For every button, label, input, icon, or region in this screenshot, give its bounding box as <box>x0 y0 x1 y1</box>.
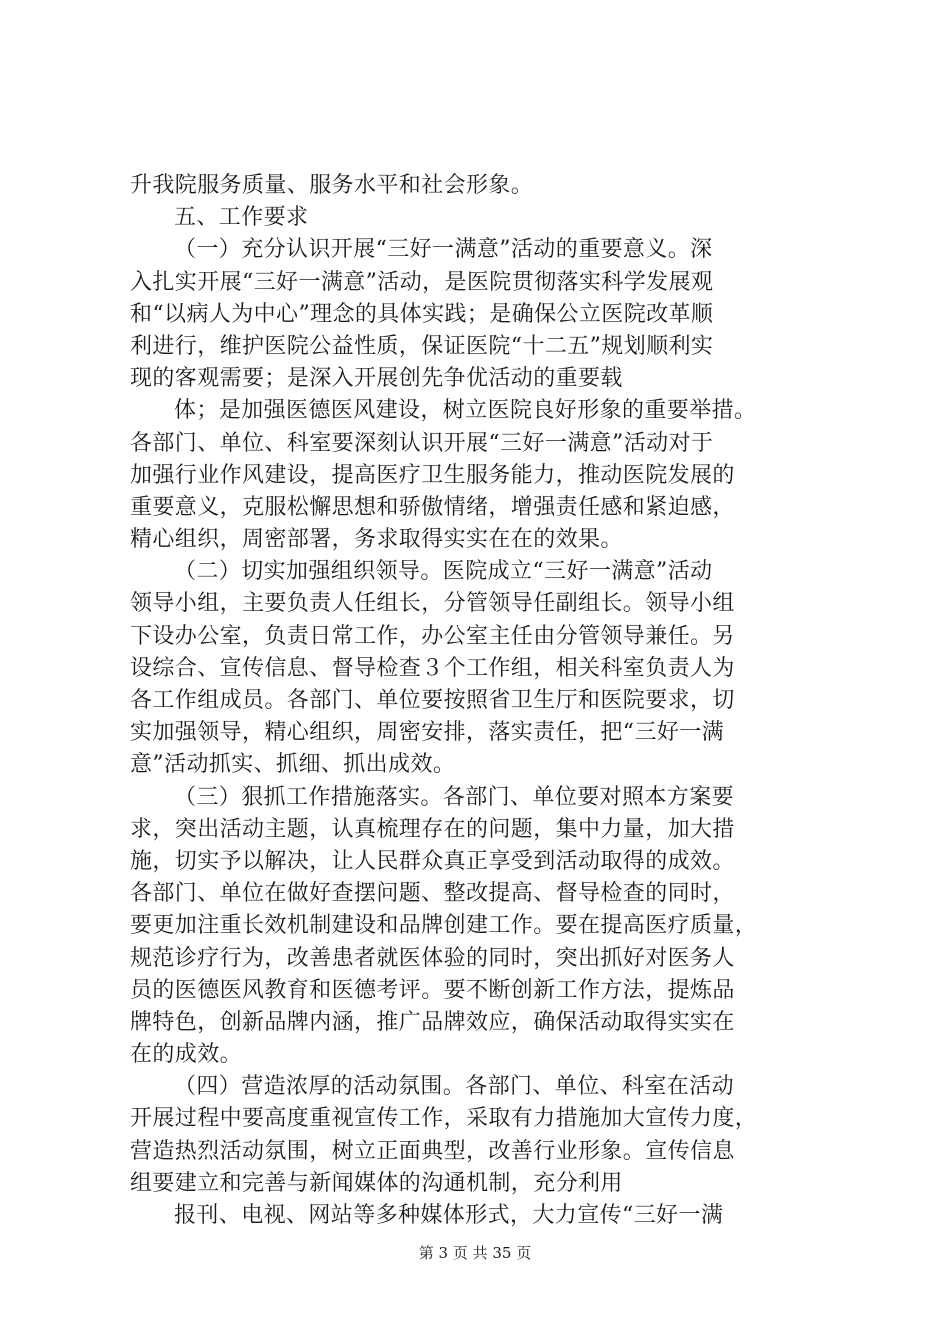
text-line: 求，突出活动主题，认真梳理存在的问题，集中力量，加大措 <box>130 816 735 842</box>
text-line: 各工作组成员。各部门、单位要按照省卫生厅和医院要求，切 <box>130 688 735 713</box>
text-line: 实加强领导，精心组织，周密安排，落实责任，把“三好一满 <box>130 720 725 746</box>
text-line: 精心组织，周密部署，务求取得实实在在的效果。 <box>130 527 623 553</box>
text-line: 五、工作要求 <box>174 205 309 231</box>
text-line: 和“以病人为中心”理念的具体实践；是确保公立医院改革顺 <box>130 301 714 327</box>
text-line: 施，切实予以解决，让人民群众真正享受到活动取得的成效。 <box>130 848 735 874</box>
text-line: 在的成效。 <box>130 1042 243 1068</box>
text-line: 入扎实开展“三好一满意”活动，是医院贯彻落实科学发展观 <box>130 269 714 295</box>
text-line: 牌特色，创新品牌内涵，推广品牌效应，确保活动取得实实在 <box>130 1009 735 1035</box>
text-line: 要更加注重长效机制建设和品牌创建工作。要在提高医疗质量， <box>130 913 758 939</box>
text-line: 下设办公室，负责日常工作，办公室主任由分管领导兼任。另 <box>130 623 735 649</box>
text-line: （三）狠抓工作措施落实。各部门、单位要对照本方案要 <box>174 784 735 810</box>
text-line: 领导小组，主要负责人任组长，分管领导任副组长。领导小组 <box>130 591 735 617</box>
text-line: 报刊、电视、网站等多种媒体形式，大力宣传“三好一满 <box>174 1203 724 1228</box>
text-line: 加强行业作风建设，提高医疗卫生服务能力，推动医院发展的 <box>130 462 735 488</box>
text-line: （四）营造浓厚的活动氛围。各部门、单位、科室在活动 <box>174 1074 735 1100</box>
text-line: 各部门、单位、科室要深刻认识开展“三好一满意”活动对于 <box>130 430 714 456</box>
document-body <box>130 170 830 1232</box>
text-line: 规范诊疗行为，改善患者就医体验的同时，突出抓好对医务人 <box>130 945 735 971</box>
text-line: 现的客观需要；是深入开展创先争优活动的重要载 <box>130 366 623 392</box>
text-line: 重要意义，克服松懈思想和骄傲情绪，增强责任感和紧迫感， <box>130 494 735 520</box>
page-footer: 第 3 页 共 35 页 <box>418 1244 532 1262</box>
text-line: 员的医德医风教育和医德考评。要不断创新工作方法，提炼品 <box>130 977 735 1003</box>
text-line: 营造热烈活动氛围，树立正面典型，改善行业形象。宣传信息 <box>130 1138 735 1164</box>
text-line: 利进行，维护医院公益性质，保证医院“十二五”规划顺利实 <box>130 333 714 359</box>
text-line: 意”活动抓实、抓细、抓出成效。 <box>130 752 456 778</box>
text-line: （二）切实加强组织领导。医院成立“三好一满意”活动 <box>174 559 713 585</box>
text-line: 升我院服务质量、服务水平和社会形象。 <box>130 173 534 198</box>
text-line: 各部门、单位在做好查摆问题、整改提高、督导检查的同时， <box>130 881 735 907</box>
text-line: （一）充分认识开展“三好一满意”活动的重要意义。深 <box>174 237 713 263</box>
text-line: 设综合、宣传信息、督导检查３个工作组，相关科室负责人为 <box>130 655 735 681</box>
text-line: 体；是加强医德医风建设，树立医院良好形象的重要举措。 <box>174 398 757 424</box>
text-line: 开展过程中要高度重视宣传工作，采取有力措施加大宣传力度， <box>130 1106 758 1132</box>
text-line: 组要建立和完善与新闻媒体的沟通机制，充分利用 <box>130 1170 623 1196</box>
